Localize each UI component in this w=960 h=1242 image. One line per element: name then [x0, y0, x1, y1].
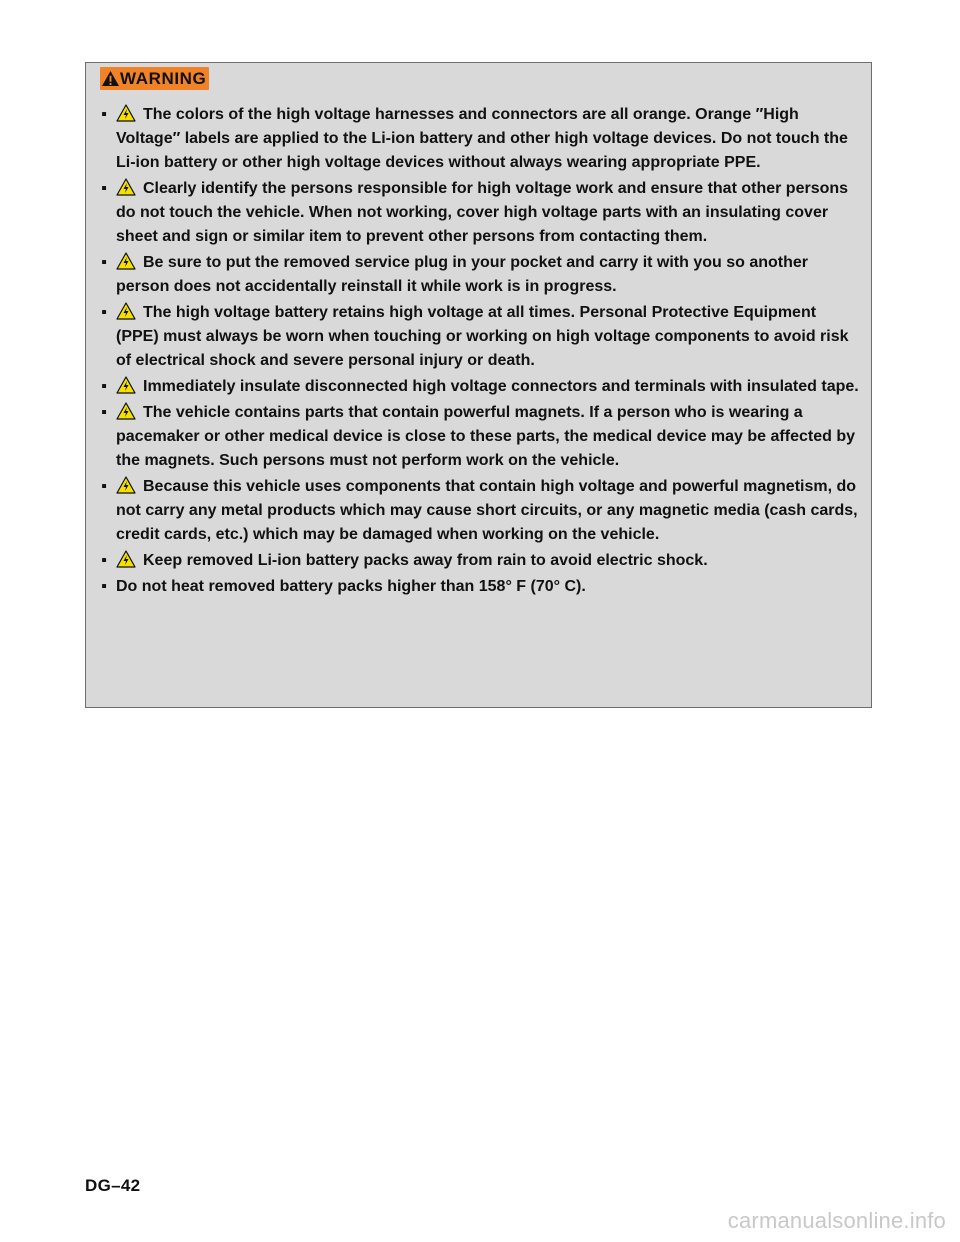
warning-item-text: The colors of the high voltage harnesses and connectors are all orange. Orange ″High Voltage″ labels are applied to the Li-ion battery and other high voltage devices. Do not touch the Li-ion battery or other high voltage devices without always wearing appropriate PPE.: [116, 106, 848, 171]
high-voltage-icon: [116, 302, 136, 320]
warning-item-text: Be sure to put the removed service plug in your pocket and carry it with you so another person does not accidentally reinstall it while work is in progress.: [116, 254, 809, 295]
warning-box: [85, 62, 872, 708]
warning-label: WARNING: [120, 69, 207, 88]
warning-item-text: Because this vehicle uses components that contain high voltage and powerful magnetism, do not carry any metal products which may cause short circuits, or any magnetic media (cash cards, credit cards, etc.) which may be damaged when working on the vehicle.: [116, 478, 858, 543]
bullet: ▪: [101, 478, 107, 495]
high-voltage-icon: [116, 476, 136, 494]
high-voltage-icon: [116, 252, 136, 270]
bullet: ▪: [101, 578, 107, 595]
bullet: ▪: [101, 180, 107, 197]
warning-item: [86, 301, 871, 373]
warning-item: [86, 375, 871, 399]
high-voltage-icon: [116, 104, 136, 122]
warning-header: [100, 67, 209, 90]
bullet: ▪: [101, 378, 107, 395]
warning-item-text: The vehicle contains parts that contain powerful magnets. If a person who is wearing a pacemaker or other medical device is close to these parts, the medical device may be affected by the magnets. Such persons must not perform work on the vehicle.: [116, 404, 855, 469]
high-voltage-icon: [116, 550, 136, 568]
warning-item: [86, 575, 871, 599]
warning-item: [86, 251, 871, 299]
warning-item-text: Do not heat removed battery packs higher than 158° F (70° C).: [116, 578, 586, 595]
page-number: DG–42: [85, 1176, 141, 1195]
warning-item: [86, 401, 871, 473]
warning-item: [86, 177, 871, 249]
bullet: ▪: [101, 254, 107, 271]
warning-item: [86, 103, 871, 175]
warning-triangle-icon: [101, 70, 120, 87]
warning-item: [86, 475, 871, 547]
warning-item-text: Keep removed Li-ion battery packs away from rain to avoid electric shock.: [143, 552, 708, 569]
warning-list: [86, 103, 871, 601]
warning-item-text: Clearly identify the persons responsible for high voltage work and ensure that other persons do not touch the vehicle. When not working, cover high voltage parts with an insulating cover sheet and sign or similar item to prevent other persons from contacting them.: [116, 180, 849, 245]
warning-item: [86, 549, 871, 573]
bullet: ▪: [101, 304, 107, 321]
bullet: ▪: [101, 552, 107, 569]
warning-item-text: Immediately insulate disconnected high voltage connectors and terminals with insulated tape.: [143, 378, 859, 395]
bullet: ▪: [101, 404, 107, 421]
warning-item-text: The high voltage battery retains high voltage at all times. Personal Protective Equipment (PPE) must always be worn when touching or working on high voltage components to avoid risk of electrical shock and severe personal injury or death.: [116, 304, 849, 369]
high-voltage-icon: [116, 376, 136, 394]
high-voltage-icon: [116, 402, 136, 420]
bullet: ▪: [101, 106, 107, 123]
high-voltage-icon: [116, 178, 136, 196]
watermark: carmanualsonline.info: [727, 1208, 946, 1233]
